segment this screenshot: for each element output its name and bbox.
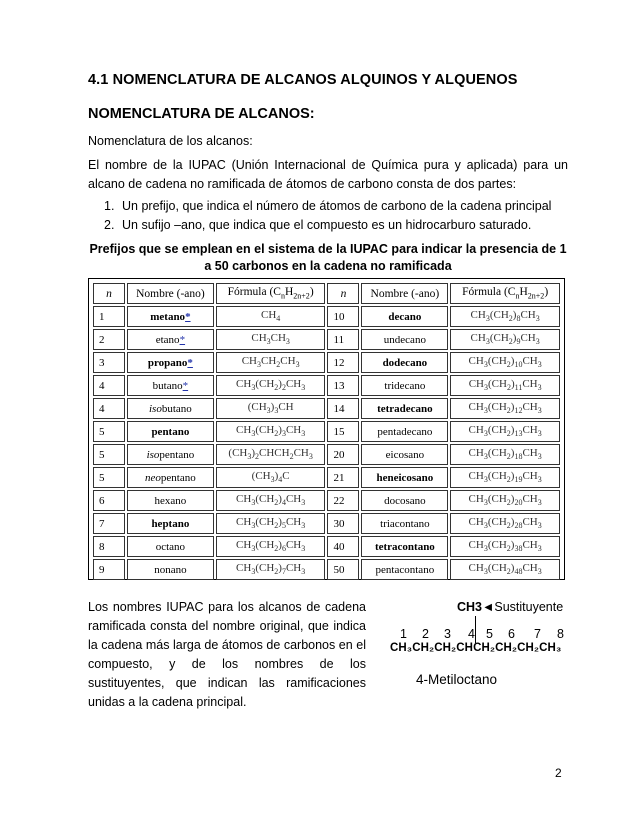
- table-caption: Prefijos que se emplean en el sistema de la IUPAC para indicar la presencia de 1 a 50 carbonos en la cadena no ramificada: [89, 242, 567, 273]
- prefix-table-frame: [88, 278, 565, 580]
- carbon-number: 1: [400, 627, 407, 641]
- col-header-n: n: [93, 283, 125, 304]
- body-paragraph: El nombre de la IUPAC (Unión Internacional de Química pura y aplicada) para un alcano de cadena no ramificada de átomos de carbono consta de dos partes:: [88, 158, 568, 191]
- substituent-text: Sustituyente: [494, 600, 564, 614]
- branched-paragraph: Los nombres IUPAC para los alcanos de cadena ramificada consta del nombre original, que indica la cadena más larga de átomos de carbonos en el compuesto, y de los nombres de los sustituyentes, que indican las ramificaciones unidas a la cadena principal.: [88, 600, 366, 709]
- alkane-prefix-table: [91, 281, 562, 582]
- substituent-label: [457, 600, 563, 614]
- carbon-number: 2: [422, 627, 429, 641]
- table-row: 8 octano $CH_3(CH_2)_6CH_3$ 40 tetracontano $CH_3(CH_2)_{38}CH_3$: [93, 536, 560, 557]
- structure-diagram: [390, 600, 570, 690]
- list-number: 1.: [104, 199, 115, 213]
- carbon-number: 6: [508, 627, 515, 641]
- col-header-formula: Fórmula $(C_nH_{2n+2})$: [216, 283, 326, 304]
- page-number: 2: [555, 766, 562, 780]
- table-row: 1 metano* $CH_4$ 10 decano $CH_3(CH_2)_8CH_3$: [93, 306, 560, 327]
- carbon-number: 7: [534, 627, 541, 641]
- carbon-number: 4: [468, 627, 475, 641]
- compound-name: 4-Metiloctano: [416, 672, 498, 687]
- list-text: Un sufijo –ano, que indica que el compuesto es un hidrocarburo saturado.: [122, 218, 532, 232]
- intro-text: Nomenclatura de los alcanos:: [88, 134, 253, 148]
- table-header-row: [93, 283, 560, 304]
- table-row: 2 etano* $CH_3CH_3$ 11 undecano $CH_3(CH_2)_9CH_3$: [93, 329, 560, 350]
- table-row: 9 nonano $CH_3(CH_2)_7CH_3$ 50 pentacontano $CH_3(CH_2)_{48}CH_3$: [93, 559, 560, 580]
- table-row: 3 propano* $CH_3CH_2CH_3$ 12 dodecano $CH_3(CH_2)_{10}CH_3$: [93, 352, 560, 373]
- carbon-number: 8: [557, 627, 564, 641]
- arrow-icon: ◄: [482, 600, 495, 614]
- substituent-formula: CH3: [457, 600, 483, 614]
- table-row: 7 heptano $CH_3(CH_2)_5CH_3$ 30 triacontano $CH_3(CH_2)_{28}CH_3$: [93, 513, 560, 534]
- list-number: 2.: [104, 218, 115, 232]
- subsection-heading: NOMENCLATURA DE ALCANOS:: [88, 106, 315, 122]
- table-row: 6 hexano $CH_3(CH_2)_4CH_3$ 22 docosano $CH_3(CH_2)_{20}CH_3$: [93, 490, 560, 511]
- table-row: 4 butano* $CH_3(CH_2)_2CH_3$ 13 tridecano $CH_3(CH_2)_{11}CH_3$: [93, 375, 560, 396]
- section-heading: 4.1 NOMENCLATURA DE ALCANOS ALQUINOS Y ALQUENOS: [88, 72, 518, 88]
- col-header-name: Nombre (-ano): [127, 283, 214, 304]
- col-header-n-2: n: [327, 283, 359, 304]
- list-item: [104, 216, 574, 235]
- carbon-number: 3: [444, 627, 451, 641]
- bond-line: [475, 616, 476, 643]
- table-row: 5 isopentano $(CH_3)_2CHCH_2CH_3$ 20 eicosano $CH_3(CH_2)_{18}CH_3$: [93, 444, 560, 465]
- table-row: 5 pentano $CH_3(CH_2)_3CH_3$ 15 pentadecano $CH_3(CH_2)_{13}CH_3$: [93, 421, 560, 442]
- col-header-name-2: Nombre (-ano): [361, 283, 448, 304]
- numbered-list: [104, 197, 574, 235]
- table-row: 5 neopentano $(CH_3)_4C$ 21 heneicosano $CH_3(CH_2)_{19}CH_3$: [93, 467, 560, 488]
- carbon-number: 5: [486, 627, 493, 641]
- table-row: 4 isobutano $(CH_3)_3CH$ 14 tetradecano $CH_3(CH_2)_{12}CH_3$: [93, 398, 560, 419]
- carbon-chain: CH₃CH₂CH₂CHCH₂CH₂CH₂CH₃: [390, 642, 562, 654]
- list-text: Un prefijo, que indica el número de átomos de carbono de la cadena principal: [122, 199, 552, 213]
- list-item: [104, 197, 574, 216]
- col-header-formula-2: Fórmula $(C_nH_{2n+2})$: [450, 283, 560, 304]
